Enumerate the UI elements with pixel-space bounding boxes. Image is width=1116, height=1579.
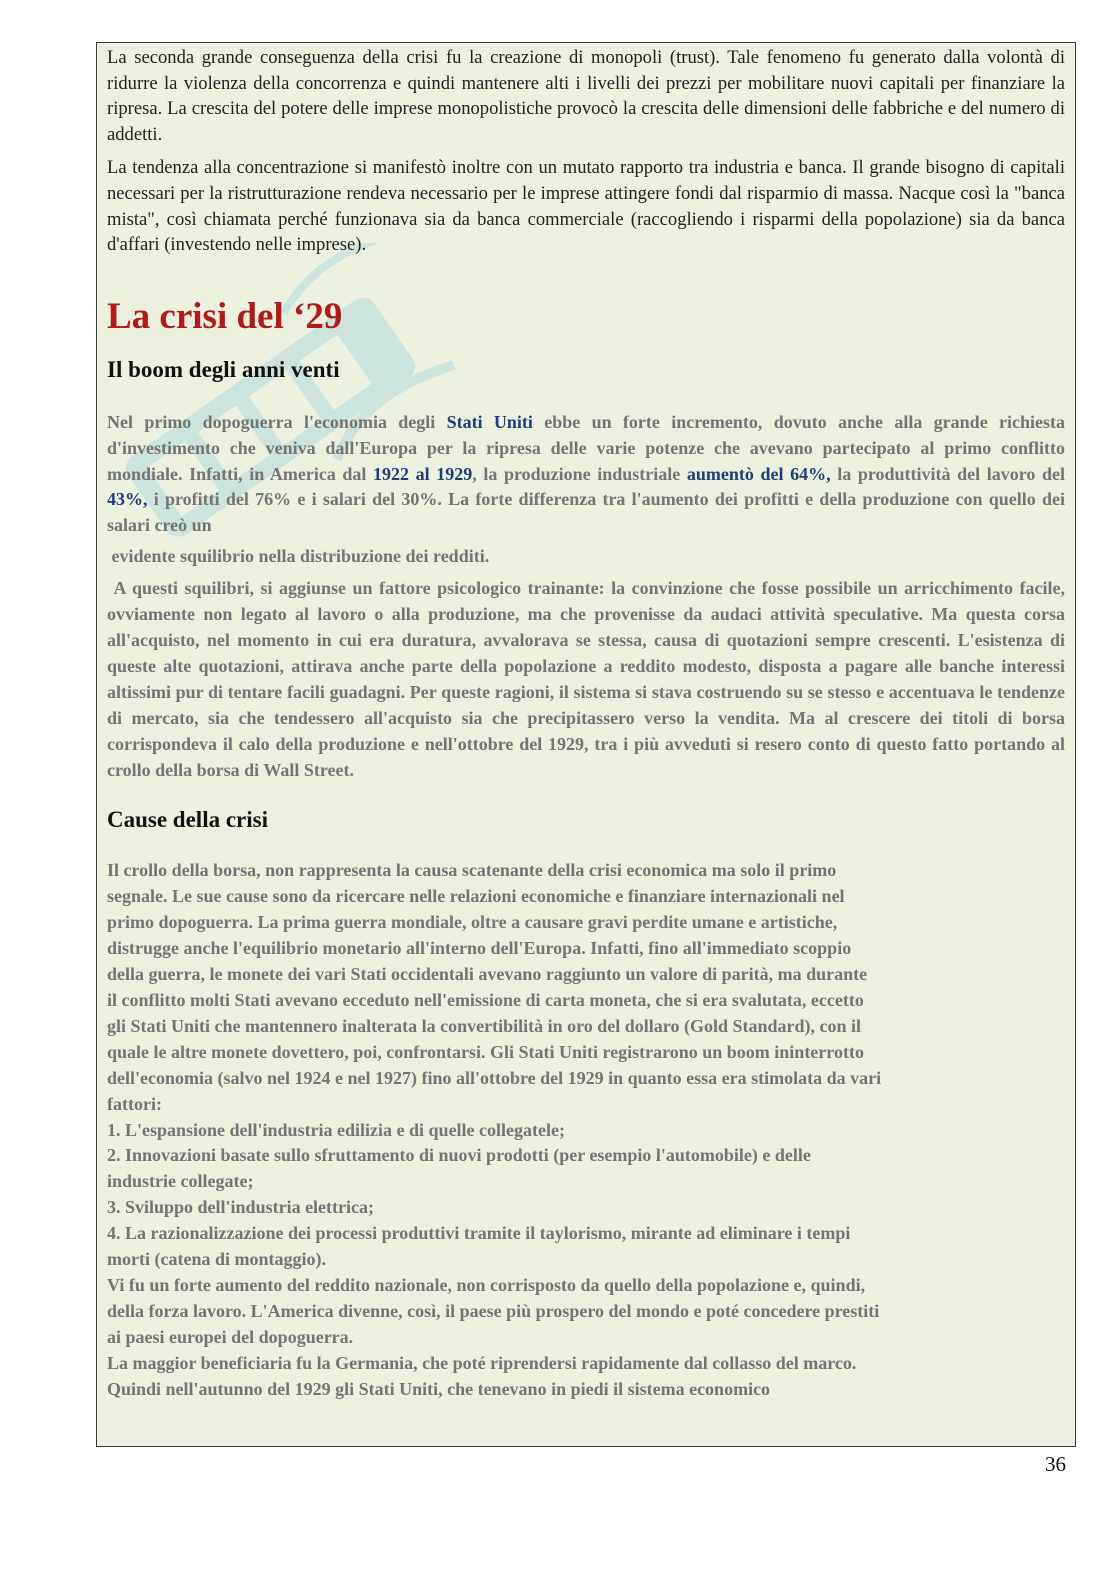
- content-frame: [96, 42, 1076, 1447]
- causes-text: [107, 858, 1065, 1402]
- page-number: 36: [1045, 1452, 1066, 1476]
- intro-paragraph: La seconda grande conseguenza della crisi fu la creazione di monopoli (trust). Tale fenomeno fu generato dalla volontà di ridurre la violenza della concorrenza e quindi mantenere alti i livelli dei prezzi per mobilitare nuovi capitali per finanziare la ripresa. La crescita del potere delle imprese monopolistiche provocò la crescita delle dimensioni delle fabbriche e del numero di addetti.: [107, 47, 1065, 145]
- text-line: fattori:: [107, 1093, 162, 1114]
- list-item: 4. La razionalizzazione dei processi produttivi tramite il taylorismo, mirante ad eliminare i tempi: [107, 1223, 851, 1244]
- text-line: quale le altre monete dovettero, poi, confrontarsi. Gli Stati Uniti registrarono un boom ininterrotto: [107, 1041, 864, 1062]
- intro-paragraph: La tendenza alla concentrazione si manifestò inoltre con un mutato rapporto tra industria e banca. Il grande bisogno di capitali necessari per la ristrutturazione rendeva necessario per le imprese attingere fondi dal risparmio di massa. Nacque così la "banca mista", così chiamata perché funzionava sia da banca commerciale (raccogliendo i risparmi della popolazione) sia da banca d'affari (investendo nelle imprese).: [107, 157, 1065, 256]
- text-line: segnale. Le sue cause sono da ricercare nelle relazioni economiche e finanziare internazionali nel: [107, 886, 845, 907]
- section-heading-boom: Il boom degli anni venti: [107, 356, 340, 382]
- text-line: della forza lavoro. L'America divenne, così, il paese più prospero del mondo e poté concedere prestiti: [107, 1300, 880, 1321]
- list-item: 3. Sviluppo dell'industria elettrica;: [107, 1197, 375, 1218]
- text-line: La maggior beneficiaria fu la Germania, che poté riprendersi rapidamente dal collasso del marco.: [107, 1352, 857, 1373]
- boom-paragraph-3: A questi squilibri, si aggiunse un fattore psicologico trainante: la convinzione che fosse possibile un arricchimento facile, ovviamente non legato al lavoro o alla produzione, ma che provenisse da audaci attività speculative. Ma questa corsa all'acquisto, nel momento in cui era duratura, avvalorava se stessa, causa di quotazioni sempre crescenti. L'esistenza di queste alte quotazioni, attirava anche parte della popolazione a reddito modesto, disposta a pagare alle banche interessi altissimi pur di tentare facili guadagni. Per queste ragioni, il sistema si stava costruendo su se stesso e accentuava le tendenze di mercato, sia che tendessero all'acquisto sia che precipitassero verso la vendita. Ma al crescere dei titoli di borsa corrispondeva il calo della produzione e nell'ottobre del 1929, tra i più avveduti si resero conto di questo fatto portando al crollo della borsa di Wall Street.: [107, 578, 1070, 780]
- highlight-years: 1922 al 1929: [373, 463, 473, 484]
- page-content: [107, 45, 1070, 1402]
- list-item: 1. L'espansione dell'industria edilizia e di quelle collegatele;: [107, 1119, 565, 1140]
- text-line: industrie collegate;: [107, 1171, 254, 1192]
- section-heading-causes: Cause della crisi: [107, 807, 268, 833]
- text-line: primo dopoguerra. La prima guerra mondiale, oltre a causare gravi perdite umane e artistiche,: [107, 912, 838, 933]
- chapter-title: La crisi del ‘29: [107, 295, 343, 337]
- text-line: della guerra, le monete dei vari Stati occidentali avevano raggiunto un valore di parità, ma durante: [107, 964, 868, 985]
- text-line: Il crollo della borsa, non rappresenta la causa scatenante della crisi economica ma solo il primo: [107, 860, 837, 881]
- list-item: 2. Innovazioni basate sullo sfruttamento di nuovi prodotti (per esempio l'automobile) e delle: [107, 1145, 811, 1166]
- text-line: ai paesi europei del dopoguerra.: [107, 1326, 354, 1347]
- boom-paragraph-2: evidente squilibrio nella distribuzione dei redditi.: [107, 546, 490, 567]
- highlight-production: aumentò del 64%,: [686, 463, 831, 484]
- text-line: distrugge anche l'equilibrio monetario all'interno dell'Europa. Infatti, fino all'immediato scoppio: [107, 938, 852, 959]
- highlight-stati-uniti: Stati Uniti: [446, 411, 533, 432]
- text-line: Quindi nell'autunno del 1929 gli Stati Uniti, che tenevano in piedi il sistema economico: [107, 1378, 771, 1399]
- text-line: dell'economia (salvo nel 1924 e nel 1927) fino all'ottobre del 1929 in quanto essa era stimolata da vari: [107, 1067, 882, 1088]
- text-line: gli Stati Uniti che mantennero inalterata la convertibilità in oro del dollaro (Gold Standard), con il: [107, 1015, 862, 1036]
- boom-paragraph-1: Nel primo dopoguerra l'economia degli Stati Uniti ebbe un forte incremento, dovuto anche alla grande richiesta d'investimento che veniva dall'Europa per la ripresa delle varie potenze che avevano partecipato al primo conflitto mondiale. Infatti, in America dal 1922 al 1929, la produzione industriale aumentò del 64%, la produttività del lavoro del 43%, i profitti del 76% e i salari del 30%. La forte differenza tra l'aumento dei profitti e della produzione con quello dei salari creò un: [107, 411, 1066, 536]
- text-line: morti (catena di montaggio).: [107, 1249, 326, 1270]
- highlight-productivity: 43%,: [107, 489, 148, 510]
- text-line: Vi fu un forte aumento del reddito nazionale, non corrisposto da quello della popolazione e, quindi,: [107, 1274, 866, 1295]
- text-line: il conflitto molti Stati avevano ecceduto nell'emissione di carta moneta, che si era svalutata, eccetto: [107, 989, 864, 1010]
